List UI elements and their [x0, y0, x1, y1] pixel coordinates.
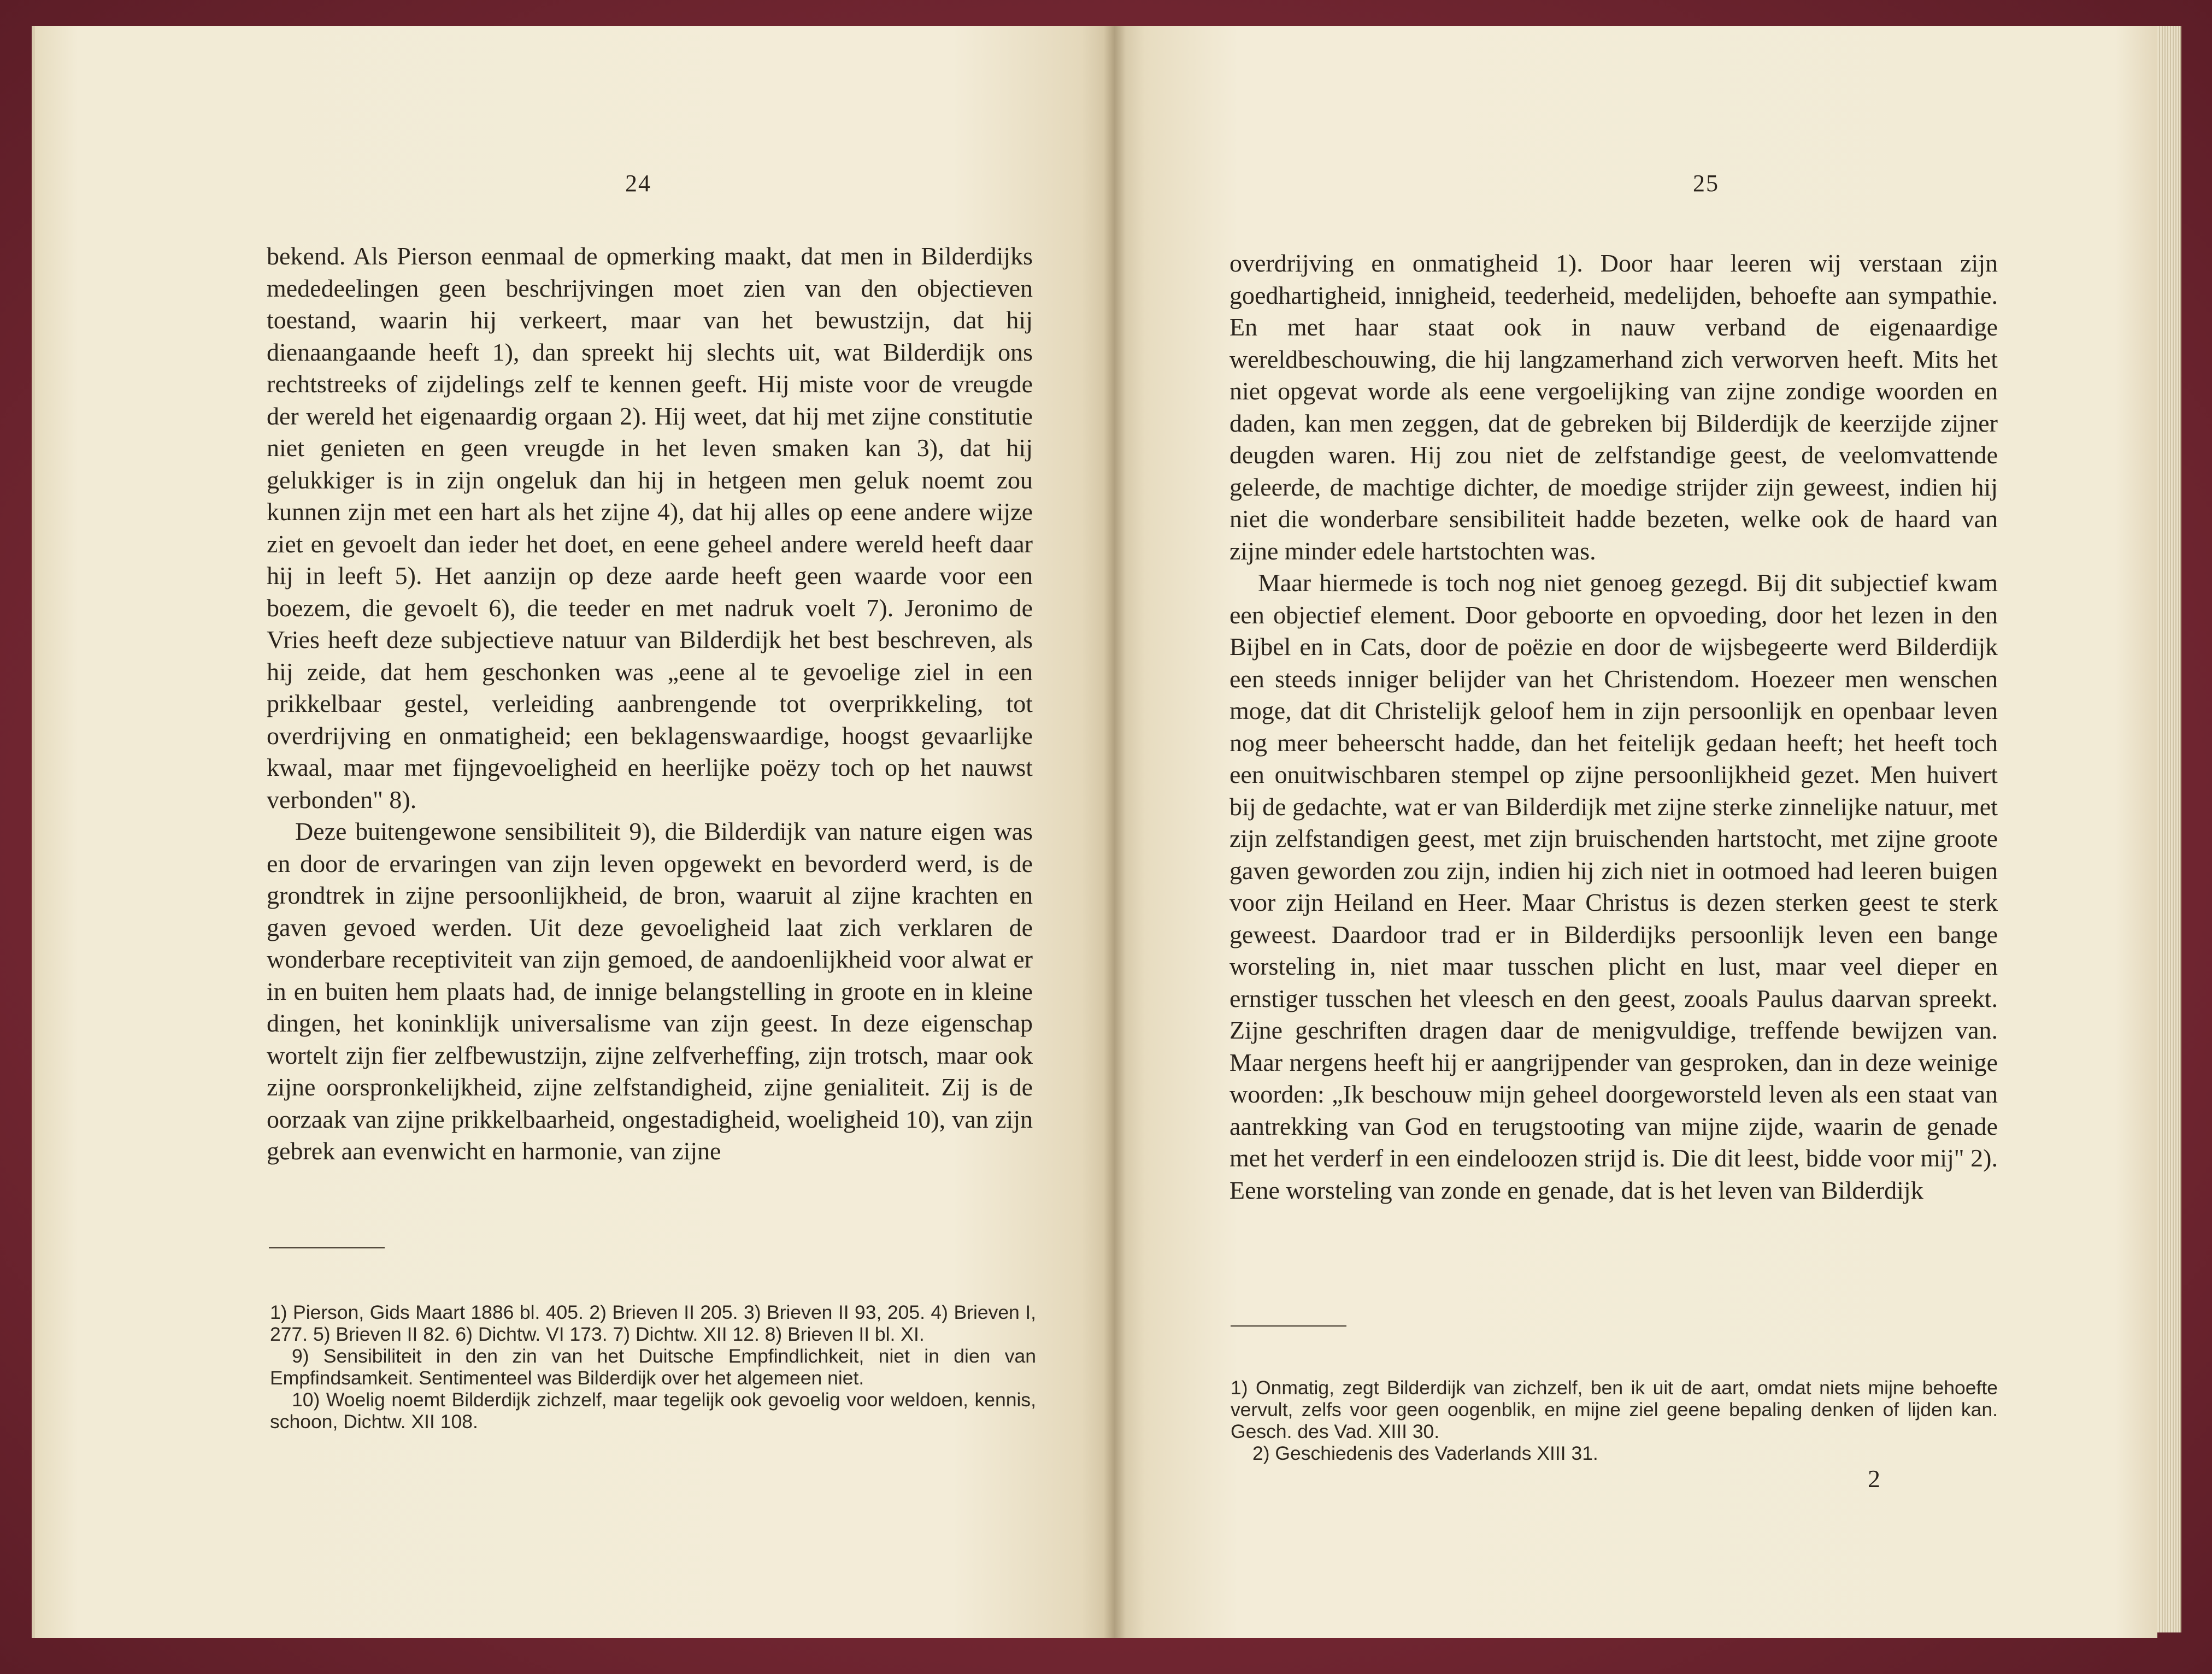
body-text — [1229, 247, 1998, 1206]
footnote: 10) Woelig noemt Bilderdijk zichzelf, maar tegelijk ook gevoelig voor weldoen, kennis, schoon, Dichtw. XII 108. — [270, 1389, 1036, 1433]
paragraph: overdrijving en onmatigheid 1). Door haar leeren wij verstaan zijn goedhartigheid, innigheid, teederheid, medelijden, behoefte aan sympathie. En met haar staat ook in nauw verband de eigenaardige wereldbeschouwing, die hij langzamerhand zich verworven heeft. Mits het niet opgevat worde als eene vergoelijking van zijne zondige woorden en daden, kan men zeggen, dat de gebreken bij Bilderdijk de keerzijde zijner deugden waren. Hij zou niet de zelfstandige geest, de veelomvattende geleerde, de machtige dichter, de moedige strijder zijn geweest, indien hij niet die wonderbare sensibiliteit hadde bezeten, welke ook de haard van zijne minder edele hartstochten was. — [1229, 249, 1998, 565]
footnotes — [1231, 1377, 1998, 1464]
footnote: 1) Onmatig, zegt Bilderdijk van zichzelf, ben ik uit de aart, omdat niets mijne behoefte vervult, zelfs voor geen oogenblik, en mijne ziel geene bepaling denken of lijden kan. Gesch. des Vad. XIII 30. — [1231, 1377, 1998, 1442]
paragraph: Deze buitengewone sensibiliteit 9), die Bilderdijk van nature eigen was en door de ervaringen van zijn leven opgewekt en bevorderd werd, is de grondtrek in zijne persoonlijkheid, de bron, waaruit al zijne krachten en gaven gevoed werden. Uit deze gevoeligheid laat zich verklaren de wonderbare receptiviteit van zijn gemoed, de aandoenlijkheid voor alwat er in en buiten hem plaats had, de innige belangstelling in groote en in kleine dingen, het koninklijk universalisme van zijn geest. In deze eigenschap wortelt zijn fier zelfbewustzijn, zijne zelfverheffing, zijn trotsch, maar ook zijne oorspronkelijkheid, zijne zelfstandigheid, zijne genialiteit. Zij is de oorzaak van zijne prikkelbaarheid, ongestadigheid, woeligheid 10), van zijn gebrek aan evenwicht en harmonie, van zijne — [267, 817, 1033, 1165]
footnotes — [270, 1301, 1036, 1433]
paragraph: Maar hiermede is toch nog niet genoeg gezegd. Bij dit subjectief kwam een objectief element. Door geboorte en opvoeding, door het lezen in den Bijbel en in Cats, door de poëzie en door de wijsbegeerte werd Bilderdijk een steeds inniger belijder van het Christendom. Hoezeer men wenschen moge, dat dit Christelijk geloof hem in zijn persoonlijk en openbaar leven nog meer beheerscht hadde, dan het feitelijk gedaan heeft; het heeft toch een onuitwischbaren stempel op zijne persoonlijkheid gezet. Men huivert bij de gedachte, wat er van Bilderdijk met zijne sterke zinnelijke natuur, met zijn zelfstandigen geest, met zijn bruischenden hartstocht, met zijne groote gaven geworden zou zijn, indien hij zich niet in ootmoed had leeren buigen voor zijn Heiland en Heer. Maar Christus is dezen sterken geest te sterk geweest. Daardoor trad er in Bilderdijks persoonlijk leven een bange worsteling in, niet maar tusschen plicht en lust, maar veel dieper en ernstiger tusschen het vleesch en den geest, zooals Paulus daarvan spreekt. Zijne geschriften dragen daar de menigvuldige, treffende bewijzen van. Maar nergens heeft hij er aangrijpender van gesproken, dan in deze weinige woorden: „Ik beschouw mijn geheel doorgeworsteld leven als een staat van aantrekking van God en terugstooting van mijne zijde, waarin de genade met het verderf in een eindeloozen strijd is. Die dit leest, bidde voor mij" 2). Eene worsteling van zonde en genade, dat is het leven van Bilderdijk — [1229, 569, 1998, 1204]
footnote: 2) Geschiedenis des Vaderlands XIII 31. — [1252, 1442, 1598, 1464]
left-page — [32, 26, 1114, 1638]
paragraph: bekend. Als Pierson eenmaal de opmerking maakt, dat men in Bilderdijks mededeelingen geen beschrijvingen moet zien van den objectieven toestand, waarin hij verkeert, maar van het bewustzijn, dat hij dienaangaande heeft 1), dan spreekt hij slechts uit, wat Bilderdijk ons rechtstreeks of zijdelings zelf te kennen geeft. Hij miste voor de vreugde der wereld het eigenaardig orgaan 2). Hij weet, dat hij met zijne constitutie niet genieten en geen vreugde in het leven smaken kan 3), dat hij gelukkiger is in zijn ongeluk dan hij in hetgeen men geluk noemt zou kunnen zijn met een hart als het zijne 4), dat hij alles op eene andere wijze ziet en gevoelt dan ieder het doet, en eene geheel andere wereld heeft daar hij in leeft 5). Het aanzijn op deze aarde heeft geen waarde voor een boezem, die gevoelt 6), die teeder en met nadruk voelt 7). Jeronimo de Vries heeft deze subjectieve natuur van Bilderdijk het best beschreven, als hij zeide, dat hem geschonken was „eene al te gevoelige ziel in een prikkelbaar gestel, verleiding aanbrengende tot overprikkeling, tot overdrijving en onmatigheid; een beklagenswaardige, hoogst gevaarlijke kwaal, maar met fijngevoeligheid en heerlijke poëzy toch op het nauwst verbonden" 8). — [267, 242, 1033, 814]
page-edges — [2157, 26, 2181, 1632]
page-number: 24 — [625, 170, 651, 197]
footnote-rule — [1231, 1325, 1346, 1327]
book-gutter — [1104, 26, 1126, 1638]
footnote-rule — [269, 1247, 385, 1248]
footnote: 1) Pierson, Gids Maart 1886 bl. 405. 2) Brieven II 205. 3) Brieven II 93, 205. 4) Brieven I, 277. 5) Brieven II 82. 6) Dichtw. VI 173. 7) Dichtw. XII 12. 8) Brieven II bl. XI. — [270, 1301, 1036, 1345]
page-number: 25 — [1693, 170, 1719, 197]
signature-mark: 2 — [1868, 1465, 1880, 1493]
body-text — [267, 240, 1033, 1168]
right-page — [1114, 26, 2157, 1638]
footnote: 9) Sensibiliteit in den zin van het Duitsche Empfindlichkeit, niet in dien van Empfindsamkeit. Sentimenteel was Bilderdijk over het algemeen niet. — [270, 1345, 1036, 1389]
